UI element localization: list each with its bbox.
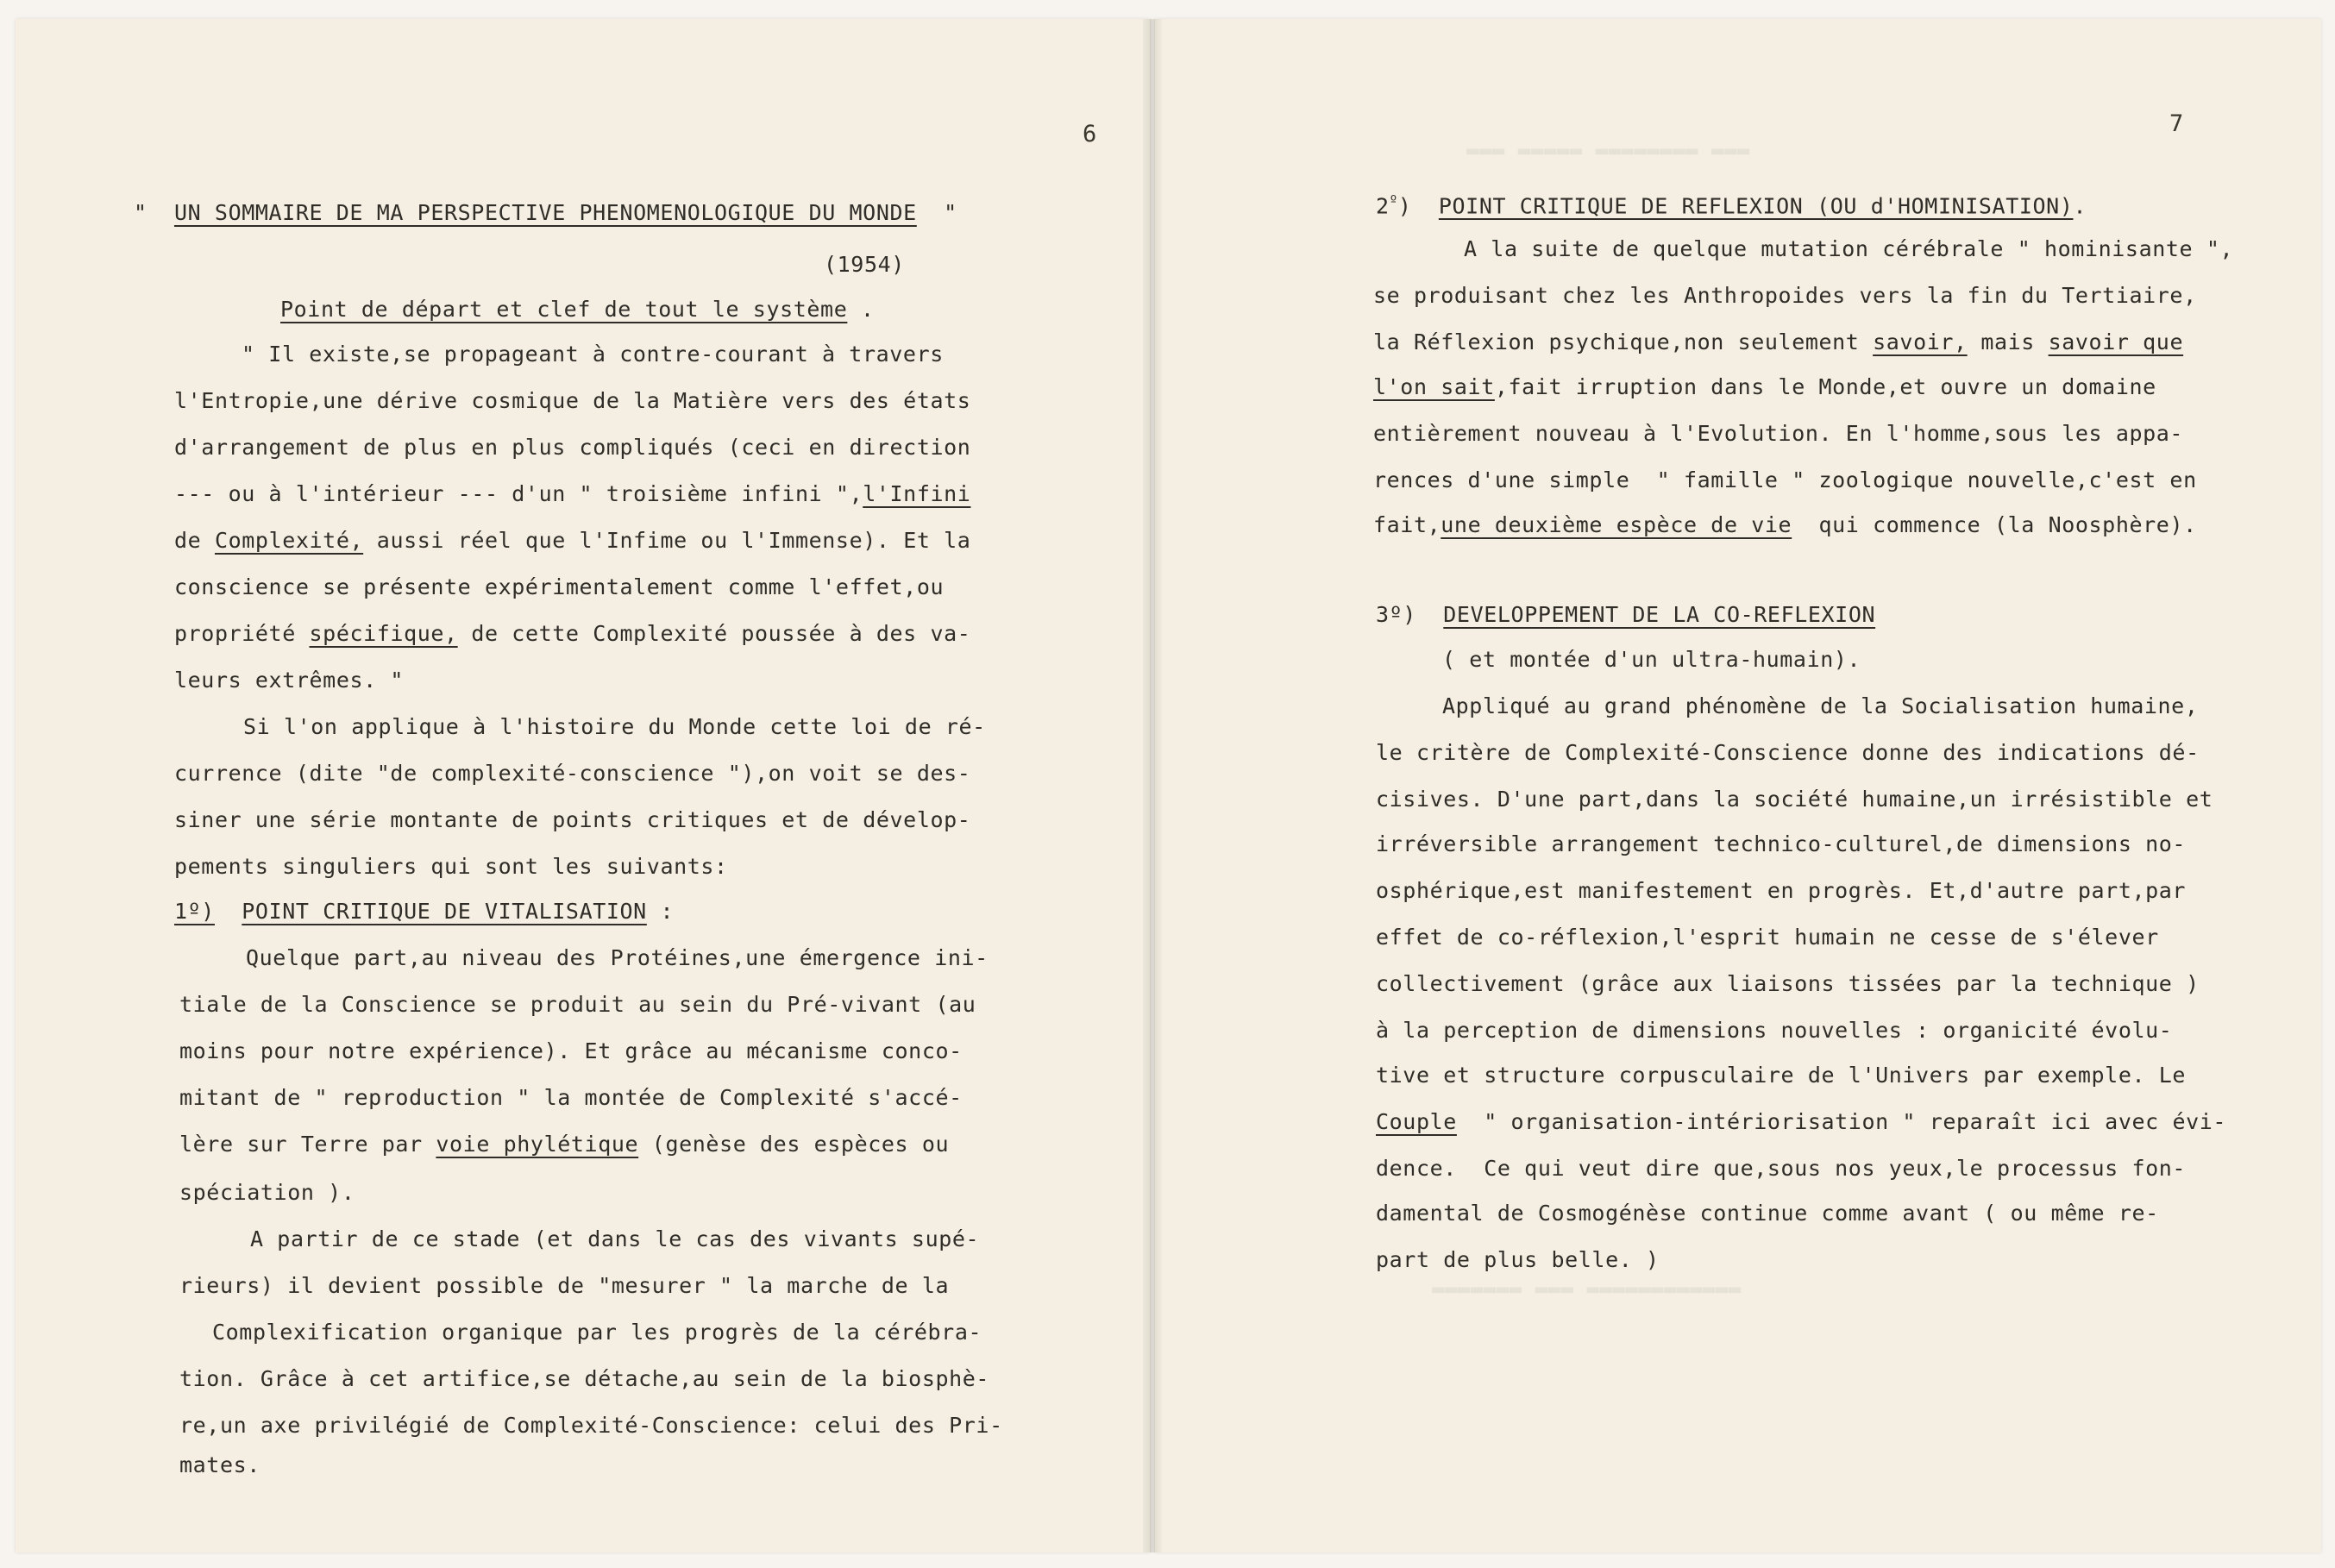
para1-line: leurs extrêmes. " xyxy=(174,668,405,693)
section1-line: re,un axe privilégié de Complexité-Conscience: celui des Pri- xyxy=(179,1413,1003,1438)
para1-text: --- ou à l'intérieur --- d'un " troisième infini ", xyxy=(174,481,863,506)
section2-underlined: l'on sait xyxy=(1373,374,1495,399)
para2-line: siner une série montante de points critiques et de dévelop- xyxy=(174,807,971,832)
section2-text: qui commence (la Noosphère). xyxy=(1792,512,2197,537)
section1-line: tion. Grâce à cet artifice,se détache,au sein de la biosphè- xyxy=(179,1366,990,1391)
section2-line: se produisant chez les Anthropoides vers la fin du Tertiaire, xyxy=(1373,283,2197,308)
section3-line: dence. Ce qui veut dire que,sous nos yeux,le processus fon- xyxy=(1376,1156,2187,1181)
section3-line: cisives. D'une part,dans la société humaine,un irrésistible et xyxy=(1376,787,2213,812)
section1-line: Quelque part,au niveau des Protéines,une émergence ini- xyxy=(246,945,989,970)
para1-text: de xyxy=(174,528,215,553)
section2-underlined: savoir que xyxy=(2048,329,2184,354)
section2-text: la Réflexion psychique,non seulement xyxy=(1373,329,1874,354)
section2-title-end: . xyxy=(2073,193,2087,219)
show-through-text: ▬▬▬▬▬▬▬ ▬▬▬ ▬▬▬▬▬▬▬▬▬▬▬▬ xyxy=(1432,1276,1742,1301)
para1-line xyxy=(174,526,970,555)
section3-number: 3º) xyxy=(1376,602,1416,627)
para1-line: " Il existe,se propageant à contre-courant à travers xyxy=(242,342,944,367)
para2-line: pements singuliers qui sont les suivants: xyxy=(174,854,728,879)
section1-number: 1º) xyxy=(174,899,215,924)
section2-text: fait, xyxy=(1373,512,1441,537)
section1-line: rieurs) il devient possible de "mesurer " la marche de la xyxy=(179,1273,950,1298)
para1-text: aussi réel que l'Infime ou l'Immense). Et la xyxy=(363,528,971,553)
section2-line: entièrement nouveau à l'Evolution. En l'homme,sous les appa- xyxy=(1373,421,2184,446)
section1-line: tiale de la Conscience se produit au sein du Pré-vivant (au xyxy=(179,992,976,1017)
section1-underlined: voie phylétique xyxy=(436,1132,639,1157)
para2-line: Si l'on applique à l'histoire du Monde cette loi de ré- xyxy=(243,714,986,739)
para2-line: currence (dite "de complexité-conscience "),on voit se des- xyxy=(174,761,971,786)
section2-title: POINT CRITIQUE DE REFLEXION (OU d'HOMINISATION) xyxy=(1438,193,2074,219)
page-number-right: 7 xyxy=(2169,110,2184,137)
show-through-text: ▬▬▬ ▬▬▬▬▬ ▬▬▬▬▬▬▬▬ ▬▬▬ xyxy=(1466,138,1750,162)
section1-line: spéciation ). xyxy=(179,1180,355,1205)
section1-title-end: : xyxy=(646,899,675,924)
document-year: (1954) xyxy=(824,252,905,277)
section3-line: tive et structure corpusculaire de l'Univers par exemple. Le xyxy=(1376,1063,2187,1088)
section3-heading xyxy=(1376,600,1875,630)
section2-underlined: savoir, xyxy=(1873,329,1968,354)
section1-line: Complexification organique par les progrès de la cérébra- xyxy=(212,1320,982,1345)
section3-line: collectivement (grâce aux liaisons tissées par la technique ) xyxy=(1376,971,2200,996)
para1-underlined: l'Infini xyxy=(863,481,971,506)
section3-line: irréversible arrangement technico-culturel,de dimensions no- xyxy=(1376,831,2187,856)
section3-subheading: ( et montée d'un ultra-humain). xyxy=(1442,647,1861,672)
section3-line: damental de Cosmogénèse continue comme avant ( ou même re- xyxy=(1376,1201,2159,1226)
section3-text: " organisation-intériorisation " reparaît ici avec évi- xyxy=(1456,1109,2227,1134)
section2-line xyxy=(1373,511,2197,540)
section2-line xyxy=(1373,328,2183,357)
para1-line: d'arrangement de plus en plus compliqués (ceci en direction xyxy=(174,435,971,460)
section3-underlined: Couple xyxy=(1376,1109,1457,1134)
section2-line xyxy=(1373,373,2156,402)
para1-underlined: Complexité, xyxy=(214,528,364,553)
section1-line: mitant de " reproduction " la montée de Complexité s'accé- xyxy=(179,1085,963,1110)
section2-heading xyxy=(1376,186,2087,221)
section2-number-sup: º xyxy=(1389,192,1398,209)
section3-line: à la perception de dimensions nouvelles : organicité évolu- xyxy=(1376,1018,2173,1043)
section2-number: 2 xyxy=(1376,193,1390,219)
section2-text: ,fait irruption dans le Monde,et ouvre un domaine xyxy=(1494,374,2156,399)
section3-line: le critère de Complexité-Conscience donne des indications dé- xyxy=(1376,740,2200,765)
title-quote-close: " xyxy=(944,200,957,225)
subtitle-text: Point de départ et clef de tout le système xyxy=(280,297,848,322)
section1-line: mates. xyxy=(179,1452,260,1477)
section3-title: DEVELOPPEMENT DE LA CO-REFLEXION xyxy=(1443,602,1876,627)
para1-line xyxy=(174,619,970,649)
section1-heading xyxy=(174,897,674,926)
section2-text: mais xyxy=(1967,329,2049,354)
para1-text: propriété xyxy=(174,621,310,646)
section2-underlined: une deuxième espèce de vie xyxy=(1441,512,1792,537)
section2-line: A la suite de quelque mutation cérébrale " hominisante ", xyxy=(1464,236,2234,261)
section1-line: moins pour notre expérience). Et grâce au mécanisme conco- xyxy=(179,1038,963,1063)
section1-text: lère sur Terre par xyxy=(179,1132,436,1157)
para1-underlined: spécifique, xyxy=(309,621,458,646)
section3-line: Appliqué au grand phénomène de la Socialisation humaine, xyxy=(1442,693,2199,718)
subtitle-end: . xyxy=(847,297,875,322)
para1-text: de cette Complexité poussée à des va- xyxy=(457,621,971,646)
section3-line xyxy=(1376,1107,2226,1137)
title-quote-open: " xyxy=(134,200,148,225)
section3-line: osphérique,est manifestement en progrès. Et,d'autre part,par xyxy=(1376,878,2187,903)
section3-line: effet de co-réflexion,l'esprit humain ne cesse de s'élever xyxy=(1376,925,2159,950)
document-title-line xyxy=(134,198,957,228)
section3-line: part de plus belle. ) xyxy=(1376,1247,1660,1272)
section1-line: A partir de ce stade (et dans le cas des vivants supé- xyxy=(250,1226,980,1251)
section1-line xyxy=(179,1130,949,1159)
document-title: UN SOMMAIRE DE MA PERSPECTIVE PHENOMENOLOGIQUE DU MONDE xyxy=(173,200,917,225)
document-subtitle xyxy=(280,295,875,324)
section1-text: (genèse des espèces ou xyxy=(638,1132,950,1157)
para1-line xyxy=(174,480,970,509)
section2-number-end: ) xyxy=(1397,193,1412,219)
book-gutter xyxy=(1143,19,1162,1552)
para1-line: l'Entropie,une dérive cosmique de la Matière vers des états xyxy=(174,388,971,413)
para1-line: conscience se présente expérimentalement comme l'effet,ou xyxy=(174,574,945,599)
page-number-left: 6 xyxy=(1083,121,1097,147)
section1-title: POINT CRITIQUE DE VITALISATION xyxy=(242,899,647,924)
section2-line: rences d'une simple " famille " zoologique nouvelle,c'est en xyxy=(1373,467,2197,492)
